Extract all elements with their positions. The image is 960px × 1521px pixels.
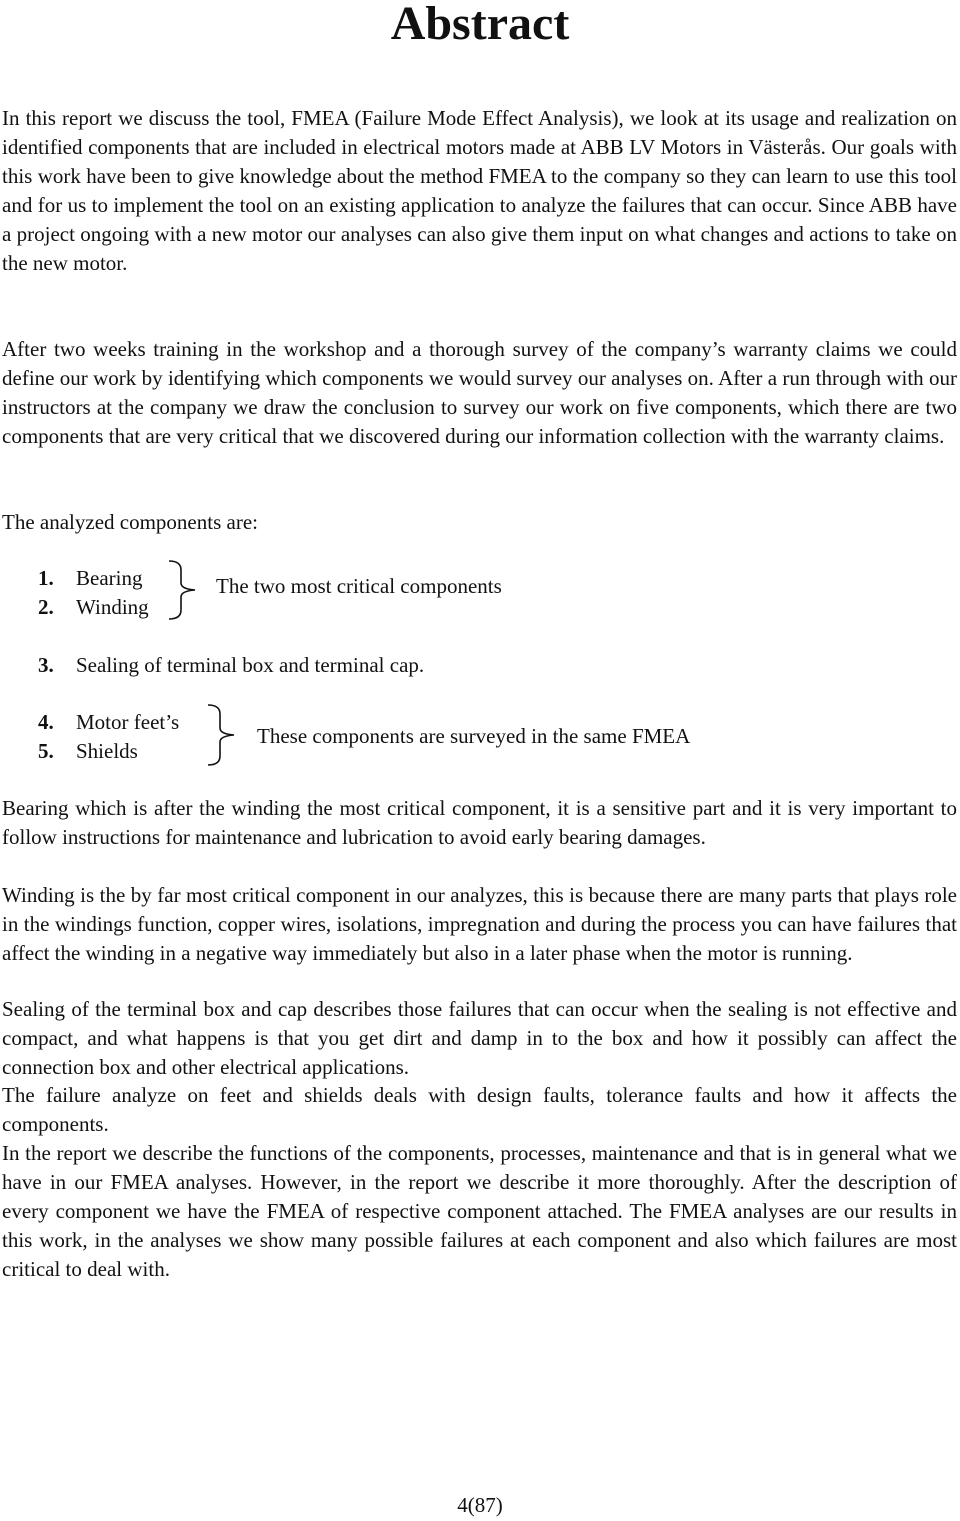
list-number: 1. (38, 566, 54, 590)
list-label: Motor feet’s (76, 710, 180, 734)
list-label: Sealing of terminal box and terminal cap. (76, 653, 425, 677)
list-item (38, 708, 179, 737)
list-item (38, 651, 424, 680)
same-fmea-note: These components are surveyed in the same FMEA (257, 724, 691, 748)
description-report: In the report we describe the functions of the components, processes, maintenance and that is in general what we have in our FMEA analyses. However, in the report we describe it more thoroughly. After the description of every component we have the FMEA of respective component attached. The FMEA analyses are our results in this work, in the analyses we show many possible failures at each component and also which failures are most critical to deal with. (2, 1141, 957, 1281)
critical-components-note: The two most critical components (216, 574, 502, 598)
list-number: 5. (38, 739, 54, 763)
list-label: Winding (76, 595, 149, 619)
list-item (38, 737, 138, 766)
abstract-paragraph-method: After two weeks training in the workshop and a thorough survey of the company’s warranty claims we could define our work by identifying which components we would survey our analyses on. After a run through with our instructors at the company we draw the conclusion to survey our work on five components, which there are two components that are very critical that we discovered during our information collection with the warranty claims. (2, 337, 957, 448)
right-brace-icon (165, 558, 201, 622)
list-number: 3. (38, 653, 54, 677)
page-number: 4(87) (457, 1493, 503, 1517)
list-item (38, 593, 149, 622)
list-item (38, 564, 142, 593)
list-number: 4. (38, 710, 54, 734)
components-intro: The analyzed components are: (2, 510, 258, 534)
description-feet-shields: The failure analyze on feet and shields deals with design faults, tolerance faults and how it affects the components. (2, 1083, 957, 1136)
list-label: Bearing (76, 566, 143, 590)
description-bearing: Bearing which is after the winding the most critical component, it is a sensitive part and it is very important to follow instructions for maintenance and lubrication to avoid early bearing damages. (2, 796, 957, 849)
abstract-paragraph-intro: In this report we discuss the tool, FMEA (Failure Mode Effect Analysis), we look at its usage and realization on identified components that are included in electrical motors made at ABB LV Motors in Västerås. Our goals with this work have been to give knowledge about the method FMEA to the company so they can learn to use this tool and for us to implement the tool on an existing application to analyze the failures that can occur. Since ABB have a project ongoing with a new motor our analyses can also give them input on what changes and actions to take on the new motor. (2, 106, 957, 275)
description-winding: Winding is the by far most critical component in our analyzes, this is because there are many parts that plays role in the windings function, copper wires, isolations, impregnation and during the process you can have failures that affect the winding in a negative way immediately but also in a later phase when the motor is running. (2, 883, 957, 965)
list-label: Shields (76, 739, 138, 763)
page-title: Abstract (390, 0, 570, 50)
list-number: 2. (38, 595, 54, 619)
description-sealing: Sealing of the terminal box and cap describes those failures that can occur when the sealing is not effective and compact, and what happens is that you get dirt and damp in to the box and how it possibly can affect the connection box and other electrical applications. (2, 997, 957, 1079)
right-brace-icon (204, 702, 240, 768)
